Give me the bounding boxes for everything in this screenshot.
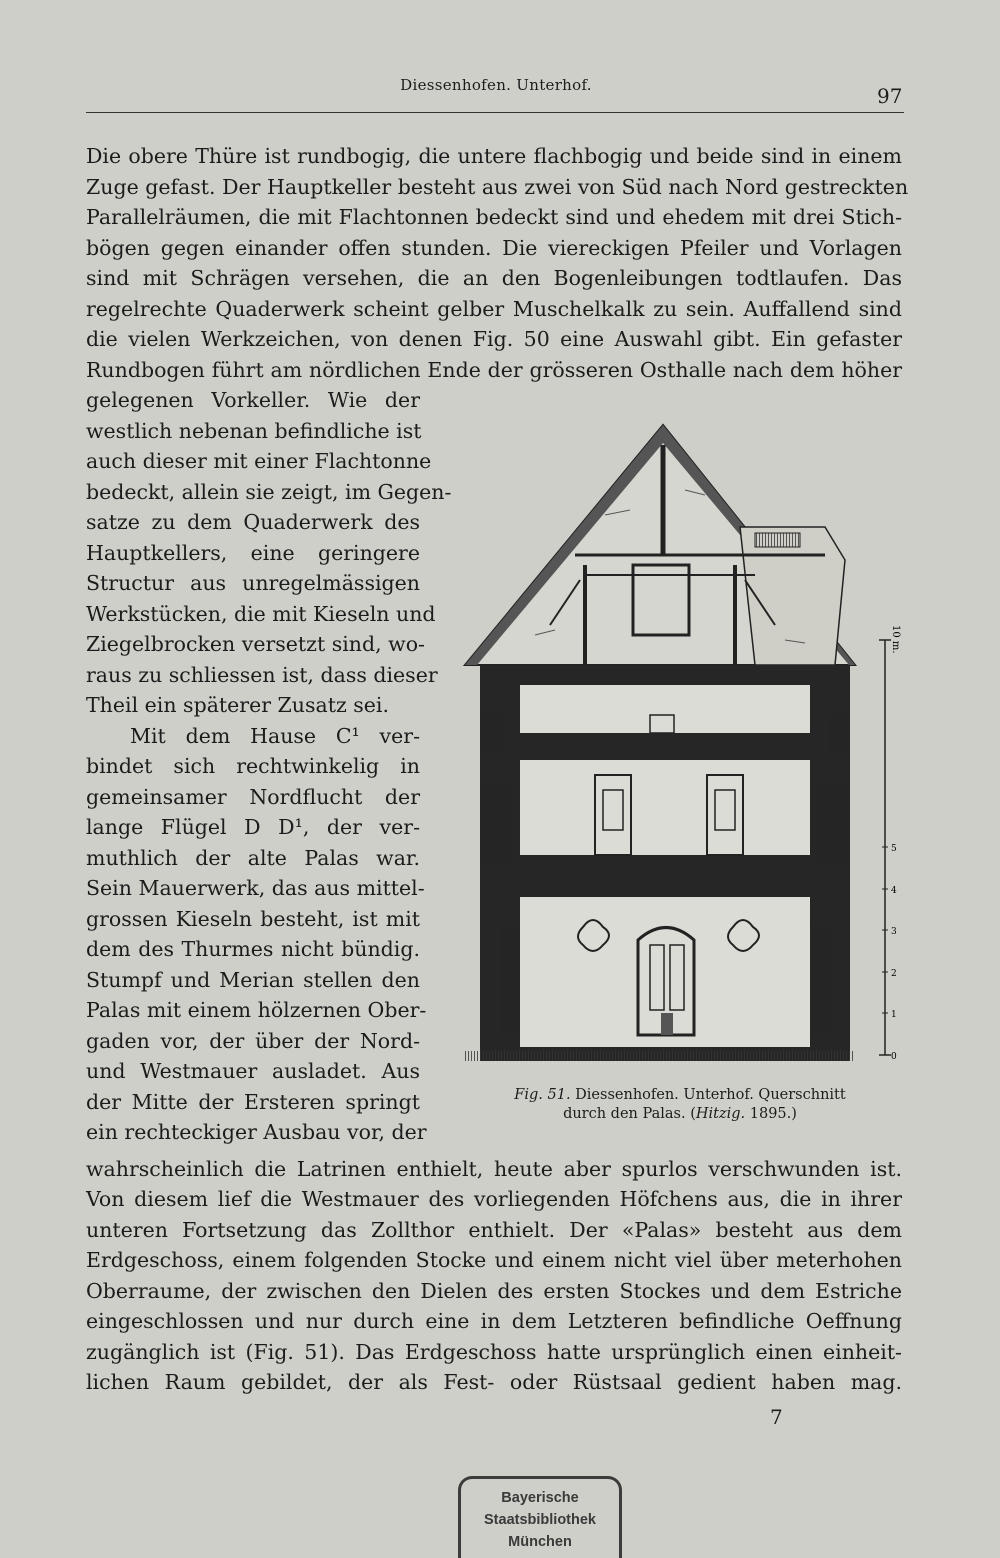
scale-tick-label: 5 — [891, 844, 897, 854]
text-line: zugänglich ist (Fig. 51). Das Erdgeschoss hatte ursprünglich einen einheit- — [86, 1340, 902, 1364]
text-line: Oberraume, der zwischen den Dielen des ersten Stockes und dem Estriche — [86, 1279, 902, 1303]
text-line: dem des Thurmes nicht bündig. — [86, 937, 420, 961]
stamp-line: Staatsbibliothek — [484, 1512, 596, 1528]
caption-fig-label: Fig. 51. — [514, 1087, 571, 1103]
text-line: Sein Mauerwerk, das aus mittel- — [86, 876, 425, 900]
text-line: bindet sich rechtwinkelig in — [86, 754, 420, 778]
text-line: Rundbogen führt am nördlichen Ende der grösseren Osthalle nach dem höher — [86, 358, 902, 382]
running-head: Diessenhofen. Unterhof. — [400, 76, 592, 94]
text-line: grossen Kieseln besteht, ist mit — [86, 907, 420, 931]
text-line: regelrechte Quaderwerk scheint gelber Muschelkalk zu sein. Auffallend sind — [86, 297, 902, 321]
text-line: unteren Fortsetzung das Zollthor enthielt. Der «Palas» besteht aus dem — [86, 1218, 902, 1242]
text-line: Die obere Thüre ist rundbogig, die untere flachbogig und beide sind in einem — [86, 144, 902, 168]
page-number: 97 — [877, 84, 903, 108]
text-line: der Mitte der Ersteren springt — [86, 1090, 420, 1114]
caption-text: durch den Palas. — [563, 1106, 686, 1122]
caption-author: Hitzig. — [695, 1106, 746, 1122]
text-line: Stumpf und Merian stellen den — [86, 968, 420, 992]
stamp-line: München — [508, 1534, 572, 1550]
figure-caption — [470, 1086, 890, 1124]
text-line: gaden vor, der über der Nord- — [86, 1029, 420, 1053]
text-line: lichen Raum gebildet, der als Fest- oder Rüstsaal gedient haben mag. — [86, 1370, 902, 1394]
text-line: Ziegelbrocken versetzt sind, wo- — [86, 632, 425, 656]
text-line: gelegenen Vorkeller. Wie der — [86, 388, 420, 412]
text-line: satze zu dem Quaderwerk des — [86, 510, 420, 534]
text-line: sind mit Schrägen versehen, die an den Bogenleibungen todtlaufen. Das — [86, 266, 902, 290]
text-line: bedeckt, allein sie zeigt, im Gegen- — [86, 480, 452, 504]
text-line: Hauptkellers, eine geringere — [86, 541, 420, 565]
text-line: westlich nebenan befindliche ist — [86, 419, 422, 443]
scale-tick-label: 3 — [891, 927, 897, 937]
scale-unit: 10 m. — [890, 625, 901, 654]
text-line: auch dieser mit einer Flachtonne — [86, 449, 432, 473]
stamp-line: Bayerische — [501, 1490, 579, 1506]
text-line: Palas mit einem hölzernen Ober- — [86, 998, 427, 1022]
signature-mark: 7 — [770, 1405, 783, 1429]
text-line: Von diesem lief die Westmauer des vorliegenden Höfchens aus, die in ihrer — [86, 1187, 902, 1211]
text-line: Werkstücken, die mit Kieseln und — [86, 602, 436, 626]
text-line: eingeschlossen und nur durch eine in dem Letzteren befindliche Oeffnung — [86, 1309, 902, 1333]
building-section — [465, 665, 855, 1061]
text-line: gemeinsamer Nordflucht der — [86, 785, 420, 809]
scale-tick-label: 0 — [891, 1052, 897, 1062]
roof — [465, 425, 855, 665]
scale-tick-label: 4 — [891, 886, 897, 896]
text-line: Mit dem Hause C¹ ver- — [130, 724, 420, 748]
text-line: lange Flügel D D¹, der ver- — [86, 815, 420, 839]
scale-bar — [879, 625, 901, 1062]
text-line: Parallelräumen, die mit Flachtonnen bedeckt sind und ehedem mit drei Stich- — [86, 205, 902, 229]
library-stamp — [458, 1476, 622, 1558]
text-line: bögen gegen einander offen stunden. Die viereckigen Pfeiler und Vorlagen — [86, 236, 902, 260]
text-line: die vielen Werkzeichen, von denen Fig. 50 eine Auswahl gibt. Ein gefaster — [86, 327, 902, 351]
text-line: muthlich der alte Palas war. — [86, 846, 420, 870]
caption-paren: ( — [690, 1106, 696, 1122]
scale-tick-label: 2 — [891, 969, 897, 979]
text-line: wahrscheinlich die Latrinen enthielt, heute aber spurlos verschwunden ist. — [86, 1157, 902, 1181]
text-line: ein rechteckiger Ausbau vor, der — [86, 1120, 427, 1144]
text-line: Zuge gefast. Der Hauptkeller besteht aus zwei von Süd nach Nord gestreckten — [86, 175, 909, 199]
caption-year: 1895.) — [749, 1106, 797, 1122]
text-line: Erdgeschoss, einem folgenden Stocke und einem nicht viel über meterhohen — [86, 1248, 902, 1272]
text-line: Structur aus unregelmässigen — [86, 571, 420, 595]
text-line: und Westmauer ausladet. Aus — [86, 1059, 420, 1083]
caption-text: Diessenhofen. Unterhof. Querschnitt — [575, 1087, 846, 1103]
text-line: raus zu schliessen ist, dass dieser — [86, 663, 438, 687]
header-rule — [86, 112, 904, 113]
figure-cross-section — [455, 415, 905, 1063]
scale-tick-label: 1 — [891, 1010, 897, 1020]
text-line: Theil ein späterer Zusatz sei. — [86, 693, 389, 717]
